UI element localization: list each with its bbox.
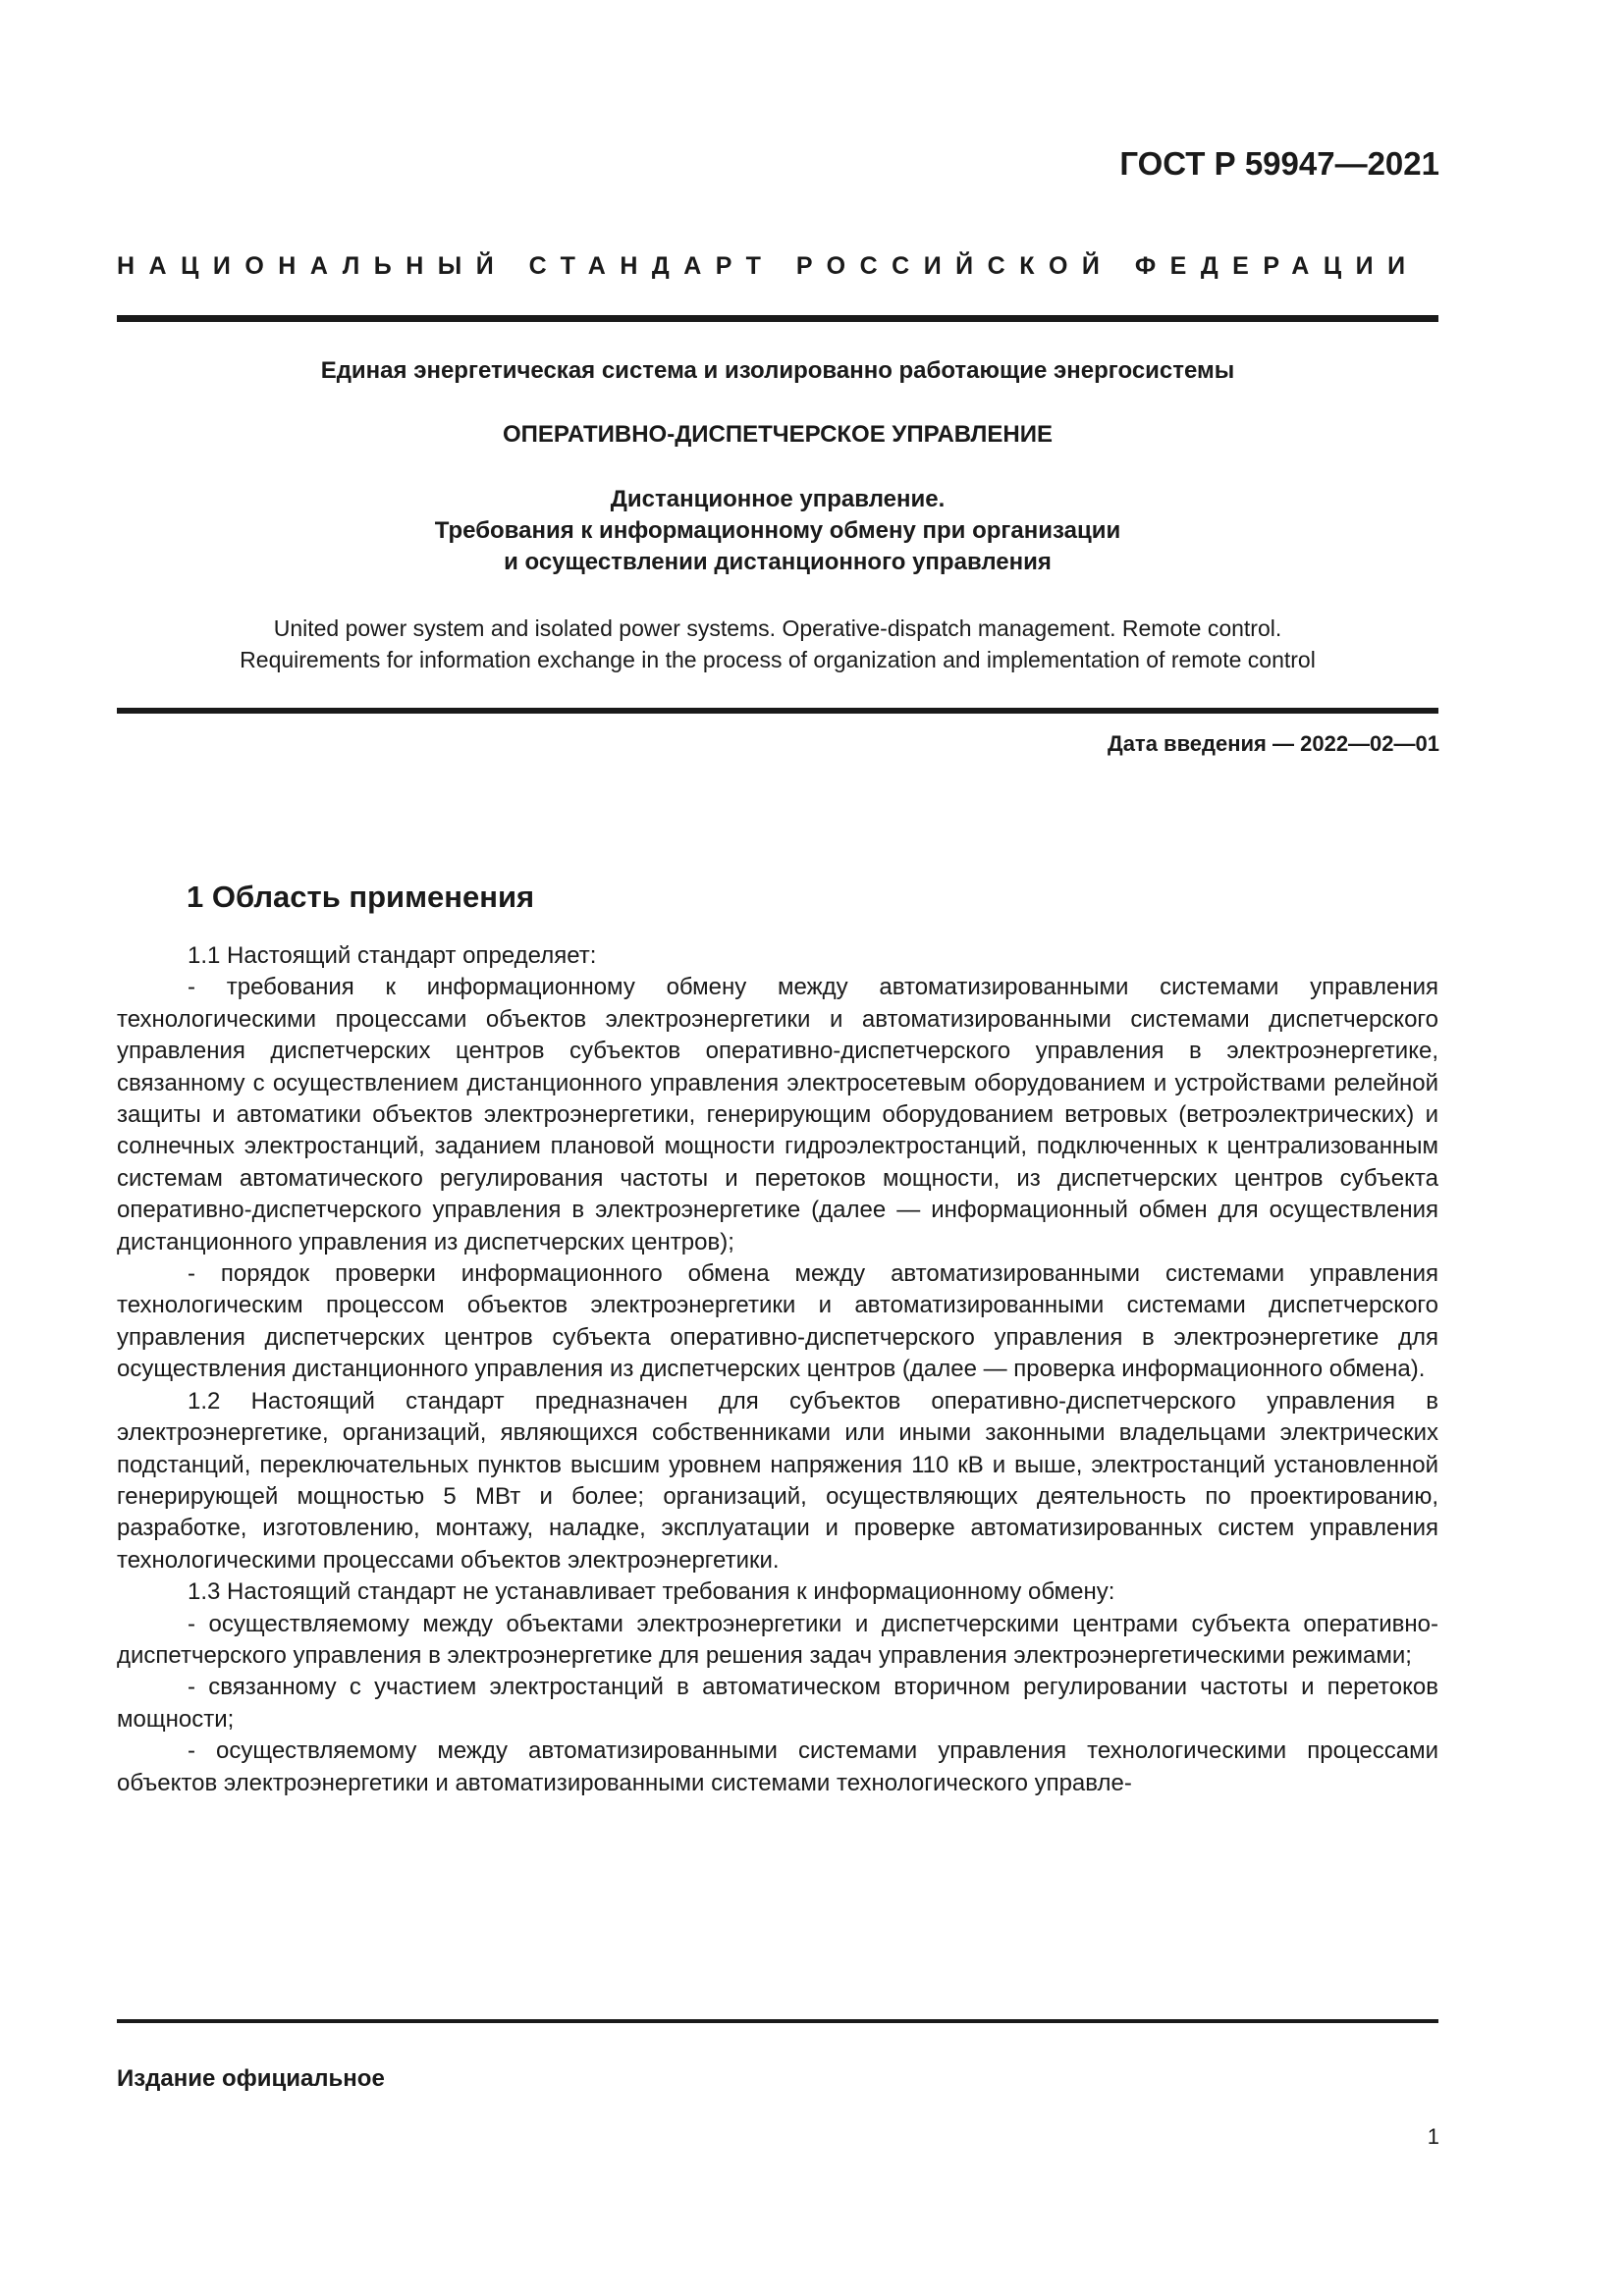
english-title-line-2: Requirements for information exchange in the process of organization and implementation of remote control (240, 647, 1316, 672)
paragraph: 1.3 Настоящий стандарт не устанавливает требования к информационному обмену: (188, 1578, 1115, 1606)
footer-divider (117, 2019, 1438, 2023)
page-number: 1 (1427, 2124, 1439, 2149)
paragraph: - связанному с участием электростанций в автоматическом вторичном регулировании частоты и перетоков мощности; (117, 1674, 1438, 1733)
title-divider (117, 708, 1438, 714)
paragraph: 1.1 Настоящий стандарт определяет: (188, 942, 597, 969)
title-line-3c: и осуществлении дистанционного управления (504, 549, 1052, 575)
section-heading: 1 Область применения (187, 880, 535, 914)
title-line-3b: Требования к информационному обмену при организации (434, 517, 1121, 544)
paragraph: - осуществляемому между автоматизированными системами управления технологическими процессами объектов электроэнергетики и автоматизированными системами технологического управле- (117, 1737, 1438, 1796)
english-title-line-1: United power system and isolated power systems. Operative-dispatch management. Remote control. (273, 615, 1282, 641)
document-number: ГОСТ Р 59947—2021 (1119, 145, 1439, 182)
title-line-3a: Дистанционное управление. (610, 486, 946, 512)
paragraph: - порядок проверки информационного обмена между автоматизированными системами управления технологическим процессом объектов электроэнергетики и автоматизированными системами диспетчерского управления диспетчерских центров субъекта оперативно-диспетчерского управления в электроэнергетике для осуществления дистанционного управления из диспетчерских центров (далее — проверка информационного обмена). (117, 1260, 1438, 1383)
paragraph: - требования к информационному обмену между автоматизированными системами управления технологическими процессами объектов электроэнергетики и автоматизированными системами диспетчерского управления диспетчерских центров субъектов оперативно-диспетчерского управления в электроэнергетике, связанному с осуществлением дистанционного управления электросетевым оборудованием и устройствами релейной защиты и автоматики объектов электроэнергетики, генерирующим оборудованием ветровых (ветроэлектрических) и солнечных электростанций, заданием плановой мощности гидроэлектростанций, подключенных к централизованным системам автоматического регулирования частоты и перетоков мощности, из диспетчерских центров субъекта оперативно-диспетчерского управления в электроэнергетике (далее — информационный обмен для осуществления дистанционного управления из диспетчерских центров); (117, 974, 1438, 1255)
introduction-date: Дата введения — 2022—02—01 (1108, 731, 1439, 756)
header-divider (117, 315, 1438, 322)
english-title (117, 613, 1438, 675)
paragraph: 1.2 Настоящий стандарт предназначен для субъектов оперативно-диспетчерского управления в электроэнергетике, организаций, являющихся собственниками или иными законными владельцами электрических подстанций, переключательных пунктов высшим уровнем напряжения 110 кВ и выше, электростанций установленной генерирующей мощностью 5 МВт и более; организаций, осуществляющих деятельность по проектированию, разработке, изготовлению, монтажу, наладке, эксплуатации и проверке автоматизированных систем управления технологическими процессами объектов электроэнергетики. (117, 1387, 1438, 1574)
section-body (117, 940, 1438, 1799)
title-line-1: Единая энергетическая система и изолированно работающие энергосистемы (320, 357, 1235, 384)
title-line-3 (117, 484, 1438, 578)
standard-type-heading: НАЦИОНАЛЬНЫЙ СТАНДАРТ РОССИЙСКОЙ ФЕДЕРАЦИИ (117, 252, 1420, 280)
title-line-2: ОПЕРАТИВНО-ДИСПЕТЧЕРСКОЕ УПРАВЛЕНИЕ (503, 421, 1053, 448)
edition-label: Издание официальное (117, 2065, 385, 2092)
paragraph: - осуществляемому между объектами электроэнергетики и диспетчерскими центрами субъекта оперативно-диспетчерского управления в электроэнергетике для решения задач управления электроэнергетическими режимами; (117, 1610, 1438, 1669)
